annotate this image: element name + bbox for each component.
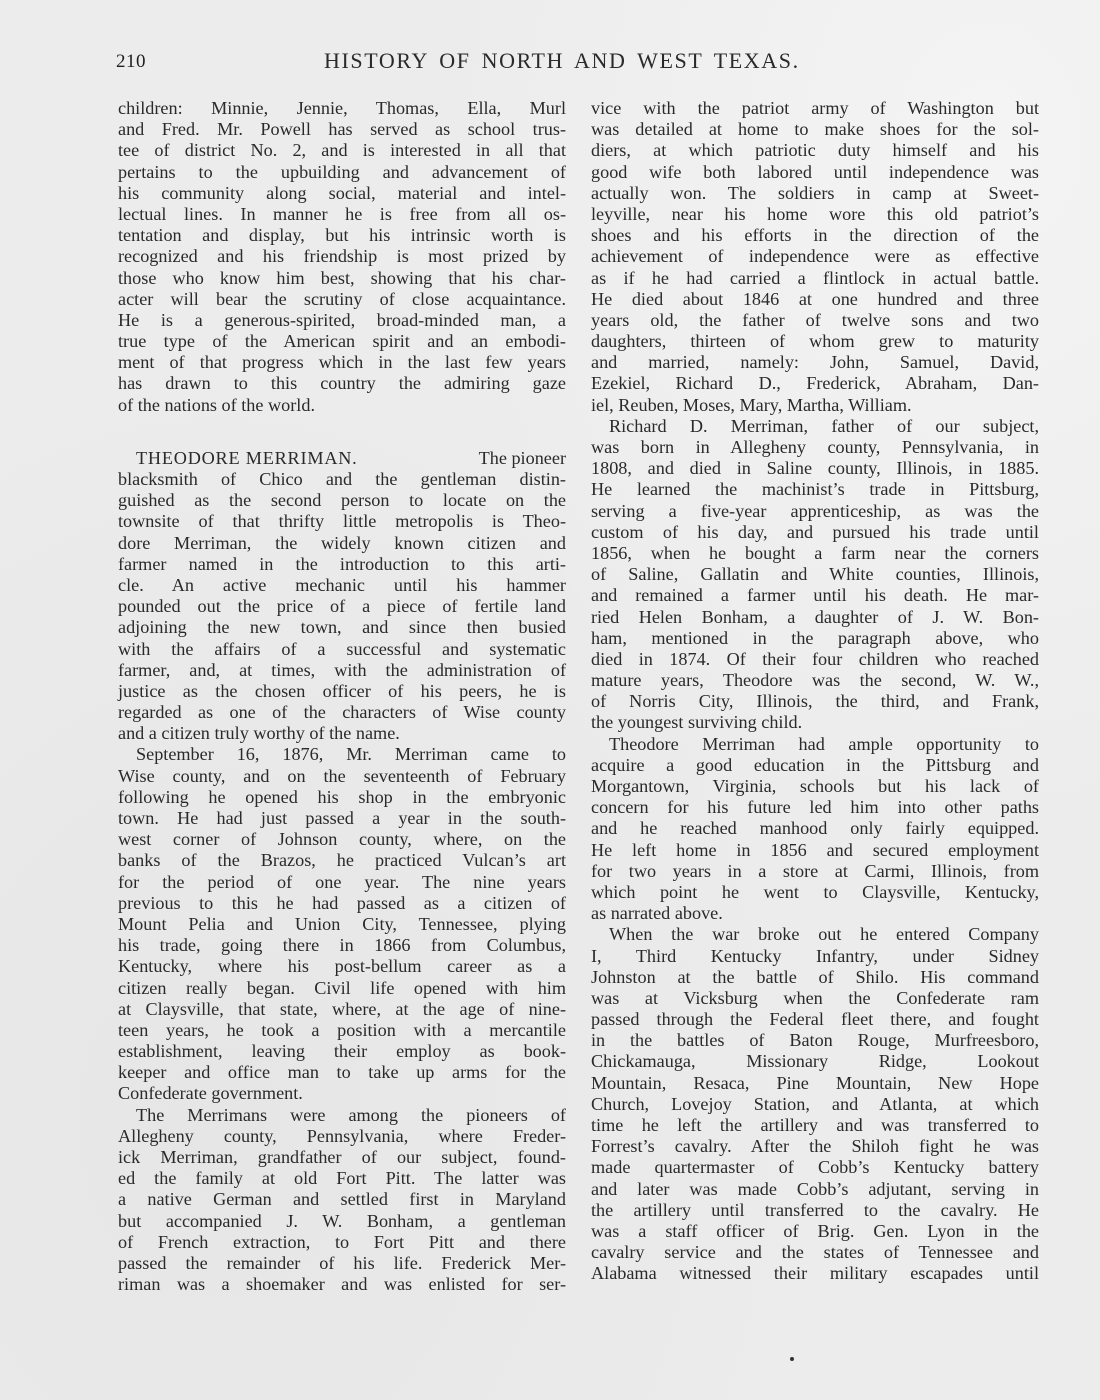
text-line: keeper and office man to take up arms for the xyxy=(118,1062,566,1083)
page-header xyxy=(116,48,1042,78)
page-number: 210 xyxy=(116,51,146,72)
text-line: farmer, and, at times, with the administration of xyxy=(118,659,566,680)
text-line: of Norris City, Illinois, the third, and Frank, xyxy=(591,691,1039,712)
text-line: and later was made Cobb’s adjutant, serving in xyxy=(591,1178,1039,1199)
text-line: Richard D. Merriman, father of our subject, xyxy=(609,415,1039,436)
section-gap xyxy=(118,416,566,448)
text-line: and a citizen truly worthy of the name. xyxy=(118,723,400,744)
text-line: mature years, Theodore was the second, W. W., xyxy=(591,670,1039,691)
text-line: was a staff officer of Brig. Gen. Lyon in the xyxy=(591,1220,1039,1241)
text-line: Ezekiel, Richard D., Frederick, Abraham, Dan- xyxy=(591,373,1039,394)
text-line: riman was a shoemaker and was enlisted for ser- xyxy=(118,1274,566,1295)
text-line: acter will bear the scrutiny of close acquaintance. xyxy=(118,288,566,309)
text-line: teen years, he took a position with a mercantile xyxy=(118,1019,566,1040)
text-line: with the affairs of a successful and systematic xyxy=(118,638,566,659)
text-line: guished as the second person to locate on the xyxy=(118,490,566,511)
text-line: He learned the machinist’s trade in Pittsburg, xyxy=(591,479,1039,500)
running-title: HISTORY OF NORTH AND WEST TEXAS. xyxy=(324,48,800,73)
text-line: custom of his day, and pursued his trade until xyxy=(591,521,1039,542)
text-line: justice as the chosen officer of his peers, he is xyxy=(118,680,566,701)
text-line: Church, Lovejoy Station, and Atlanta, at which xyxy=(591,1093,1039,1114)
text-line: tentation and display, but his intrinsic worth is xyxy=(118,225,566,246)
text-line: was detailed at home to make shoes for the sol- xyxy=(591,119,1039,140)
text-line: as if he had carried a flintlock in actual battle. xyxy=(591,267,1039,288)
text-line: was born in Allegheny county, Pennsylvania, in xyxy=(591,437,1039,457)
text-line: Morgantown, Virginia, schools but his lack of xyxy=(591,776,1039,796)
text-line: west corner of Johnson county, where, on the xyxy=(118,829,566,850)
text-line: and remained a farmer until his death. He mar- xyxy=(591,585,1039,606)
text-line: leyville, near his home wore this old patriot’s xyxy=(591,203,1039,224)
text-line: He is a generous-spirited, broad-minded man, a xyxy=(118,309,566,330)
text-line: which point he went to Claysville, Kentucky, xyxy=(591,881,1039,902)
text-line: previous to this he had passed as a citizen of xyxy=(118,892,566,913)
text-line: and married, namely: John, Samuel, David, xyxy=(591,352,1039,373)
text-line: banks of the Brazos, he practiced Vulcan’s art xyxy=(118,850,566,871)
text-line: acquire a good education in the Pittsburg and xyxy=(591,754,1039,775)
text-line: at Claysville, that state, where, at the age of nine- xyxy=(118,998,566,1019)
text-line: town. He had just passed a year in the south- xyxy=(118,808,566,828)
text-line: died in 1874. Of their four children who reached xyxy=(591,648,1039,669)
text-line: passed the remainder of his life. Frederick Mer- xyxy=(118,1252,566,1273)
text-line: made quartermaster of Cobb’s Kentucky battery xyxy=(591,1157,1039,1178)
text-line: and Fred. Mr. Powell has served as school trus- xyxy=(118,119,566,140)
text-line: concern for his future led him into other paths xyxy=(591,797,1039,818)
text-line: and he reached manhood only fairly equipped. xyxy=(591,818,1039,839)
text-line: those who know him best, showing that his char- xyxy=(118,267,566,288)
text-line: Wise county, and on the seventeenth of February xyxy=(118,765,566,786)
text-line: Kentucky, where his post-bellum career as a xyxy=(118,956,566,977)
text-line: Mountain, Resaca, Pine Mountain, New Hope xyxy=(591,1072,1039,1093)
text-line: cavalry service and the states of Tennessee and xyxy=(591,1242,1039,1263)
section-heading-line xyxy=(118,448,566,469)
text-line: the artillery until transferred to the cavalry. He xyxy=(591,1199,1039,1220)
text-line: ick Merriman, grandfather of our subject, found- xyxy=(118,1147,566,1167)
text-line: 1808, and died in Saline county, Illinois, in 1885. xyxy=(591,458,1039,479)
text-line: blacksmith of Chico and the gentleman distin- xyxy=(118,469,566,489)
text-line: When the war broke out he entered Company xyxy=(609,924,1039,945)
text-line: of the nations of the world. xyxy=(118,394,315,415)
text-line: achievement of independence were as effective xyxy=(591,246,1039,267)
text-fragment: The pioneer xyxy=(478,447,566,468)
text-line: good wife both labored until independence was xyxy=(591,161,1039,182)
text-line: vice with the patriot army of Washington but xyxy=(591,98,1039,118)
text-line: farmer named in the introduction to this arti- xyxy=(118,553,566,574)
text-line: Allegheny county, Pennsylvania, where Freder- xyxy=(118,1125,566,1146)
text-line: September 16, 1876, Mr. Merriman came to xyxy=(136,744,566,765)
text-line: Theodore Merriman had ample opportunity to xyxy=(609,733,1039,754)
text-line: regarded as one of the characters of Wise county xyxy=(118,702,566,723)
text-line: ham, mentioned in the paragraph above, who xyxy=(591,627,1039,648)
text-line: years old, the father of twelve sons and two xyxy=(591,309,1039,330)
left-column xyxy=(118,98,566,1295)
text-line: He left home in 1856 and secured employment xyxy=(591,839,1039,860)
text-line: Confederate government. xyxy=(118,1083,303,1104)
right-column xyxy=(591,98,1039,1285)
text-line: his community along social, material and intel- xyxy=(118,182,566,203)
text-line: Forrest’s cavalry. After the Shiloh fight he was xyxy=(591,1136,1039,1157)
text-line: townsite of that thrifty little metropolis is Theo- xyxy=(118,511,566,532)
text-line: but accompanied J. W. Bonham, a gentleman xyxy=(118,1210,566,1231)
text-line: has drawn to this country the admiring gaze xyxy=(118,373,566,394)
text-line: pounded out the price of a piece of fertile land xyxy=(118,596,566,617)
text-line: in the battles of Baton Rouge, Murfreesboro, xyxy=(591,1030,1039,1051)
text-line: cle. An active mechanic until his hammer xyxy=(118,574,566,595)
text-line: for two years in a store at Carmi, Illinois, from xyxy=(591,860,1039,881)
text-line: true type of the American spirit and an embodi- xyxy=(118,331,566,352)
text-line: iel, Reuben, Moses, Mary, Martha, William. xyxy=(591,394,912,415)
text-line: time he left the artillery and was transferred to xyxy=(591,1115,1039,1135)
text-line: recognized and his friendship is most prized by xyxy=(118,246,566,267)
text-line: as narrated above. xyxy=(591,903,723,924)
text-line: following he opened his shop in the embryonic xyxy=(118,786,566,807)
text-line: establishment, leaving their employ as book- xyxy=(118,1041,566,1062)
text-line: of French extraction, to Fort Pitt and there xyxy=(118,1231,566,1252)
text-line: a native German and settled first in Maryland xyxy=(118,1189,566,1210)
text-line: ried Helen Bonham, a daughter of J. W. Bon- xyxy=(591,606,1039,627)
text-line: The Merrimans were among the pioneers of xyxy=(136,1104,566,1125)
text-line: Mount Pelia and Union City, Tennessee, plying xyxy=(118,913,566,934)
text-line: daughters, thirteen of whom grew to maturity xyxy=(591,331,1039,352)
text-line: for the period of one year. The nine years xyxy=(118,871,566,892)
text-line: was at Vicksburg when the Confederate ram xyxy=(591,987,1039,1008)
text-line: dore Merriman, the widely known citizen and xyxy=(118,532,566,553)
text-line: ed the family at old Fort Pitt. The latter was xyxy=(118,1168,566,1189)
text-line: 1856, when he bought a farm near the corners xyxy=(591,542,1039,563)
print-speck xyxy=(790,1357,794,1361)
text-line: actually won. The soldiers in camp at Sweet- xyxy=(591,182,1039,203)
text-line: the youngest surviving child. xyxy=(591,712,803,733)
text-line: shoes and his efforts in the direction of the xyxy=(591,225,1039,246)
text-line: passed through the Federal fleet there, and fought xyxy=(591,1009,1039,1030)
text-line: Chickamauga, Missionary Ridge, Lookout xyxy=(591,1051,1039,1072)
text-line: of Saline, Gallatin and White counties, Illinois, xyxy=(591,564,1039,585)
text-line: serving a five-year apprenticeship, as was the xyxy=(591,500,1039,521)
text-line: tee of district No. 2, and is interested in all that xyxy=(118,140,566,161)
text-line: Johnston at the battle of Shilo. His command xyxy=(591,966,1039,987)
text-line: Alabama witnessed their military escapades until xyxy=(591,1263,1039,1284)
text-line: pertains to the upbuilding and advancement of xyxy=(118,161,566,182)
text-line: He died about 1846 at one hundred and three xyxy=(591,288,1039,309)
text-line: lectual lines. In manner he is free from all os- xyxy=(118,203,566,224)
text-line: ment of that progress which in the last few years xyxy=(118,352,566,373)
text-line: citizen really began. Civil life opened with him xyxy=(118,977,566,998)
section-heading: THEODORE MERRIMAN. xyxy=(136,447,358,468)
text-line: his trade, going there in 1866 from Columbus, xyxy=(118,935,566,956)
text-line: children: Minnie, Jennie, Thomas, Ella, Murl xyxy=(118,98,566,118)
text-line: adjoining the new town, and since then busied xyxy=(118,617,566,638)
text-line: I, Third Kentucky Infantry, under Sidney xyxy=(591,945,1039,966)
text-line: diers, at which patriotic duty himself and his xyxy=(591,140,1039,161)
